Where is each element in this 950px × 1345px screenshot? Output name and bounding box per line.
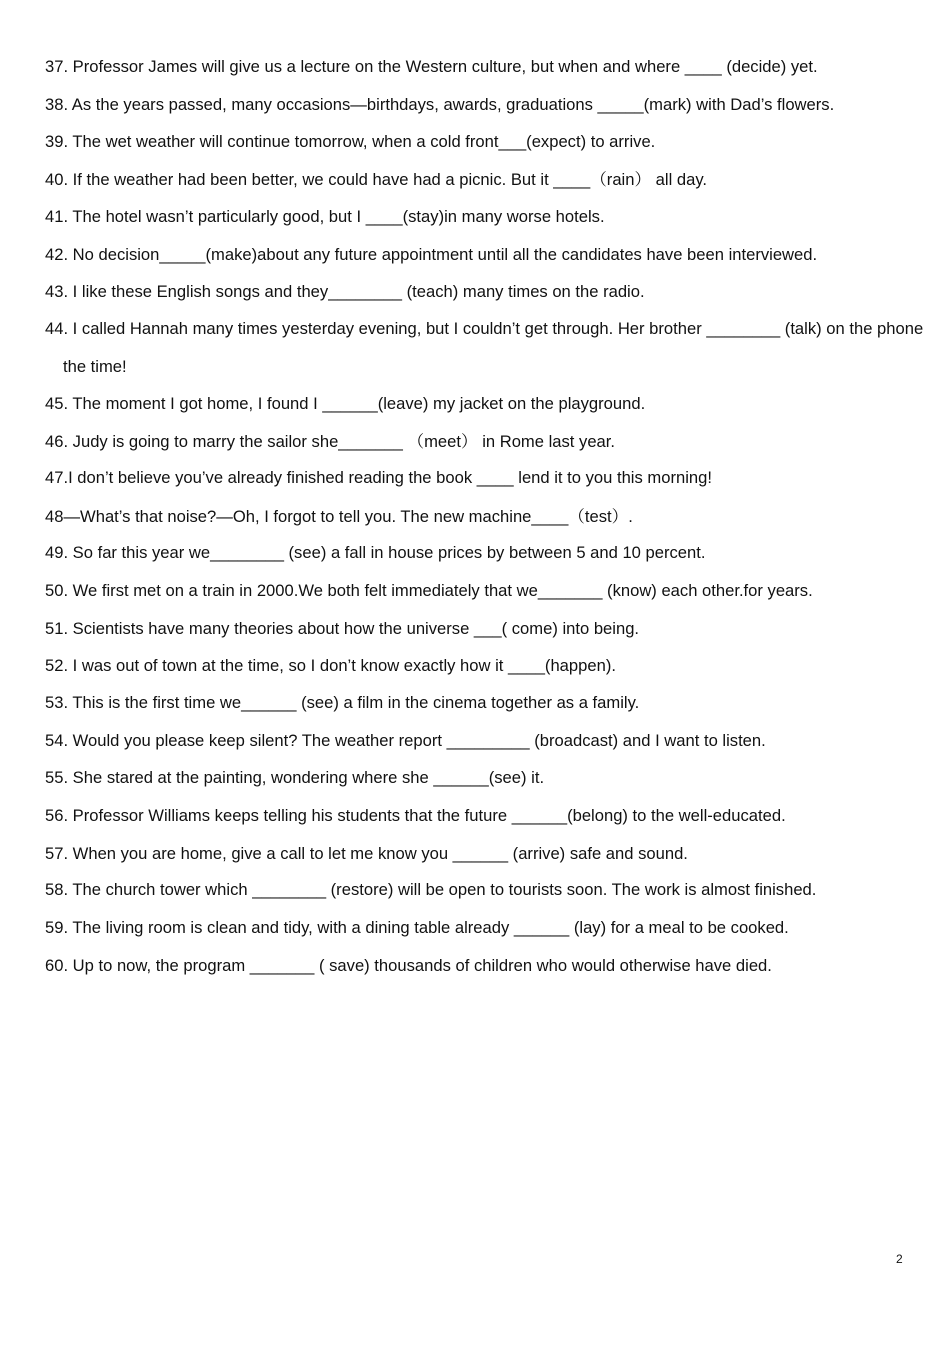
question-59: 59. The living room is clean and tidy, with a dining table already ______ (lay) for a meal to be cooked.	[45, 918, 789, 937]
question-56: 56. Professor Williams keeps telling his students that the future ______(belong) to the well-educated.	[45, 806, 786, 825]
question-38: 38. As the years passed, many occasions—birthdays, awards, graduations _____(mark) with Dad’s flowers.	[45, 95, 835, 114]
question-43: 43. I like these English songs and they________ (teach) many times on the radio.	[45, 282, 645, 301]
question-55: 55. She stared at the painting, wondering where she ______(see) it.	[45, 768, 545, 787]
question-47: 47.I don’t believe you’ve already finished reading the book ____ lend it to you this morning!	[45, 468, 712, 487]
question-44: 44. I called Hannah many times yesterday evening, but I couldn’t get through. Her brother ________ (talk) on the phone	[45, 319, 924, 338]
question-40: 40. If the weather had been better, we could have had a picnic. But it ____（rain） all day.	[45, 170, 708, 189]
question-45: 45. The moment I got home, I found I ______(leave) my jacket on the playground.	[45, 394, 646, 413]
question-58: 58. The church tower which ________ (restore) will be open to tourists soon. The work is almost finished.	[45, 880, 817, 899]
question-57: 57. When you are home, give a call to let me know you ______ (arrive) safe and sound.	[45, 844, 688, 863]
question-54: 54. Would you please keep silent? The weather report _________ (broadcast) and I want to listen.	[45, 731, 766, 750]
question-51: 51. Scientists have many theories about how the universe ___( come) into being.	[45, 619, 640, 638]
question-52: 52. I was out of town at the time, so I don’t know exactly how it ____(happen).	[45, 656, 616, 675]
question-42: 42. No decision_____(make)about any future appointment until all the candidates have been interviewed.	[45, 245, 818, 264]
question-46: 46. Judy is going to marry the sailor she_______ （meet） in Rome last year.	[45, 432, 616, 451]
question-44-continued: the time!	[63, 357, 127, 376]
question-50: 50. We first met on a train in 2000.We both felt immediately that we_______ (know) each other.for years.	[45, 581, 813, 600]
question-60: 60. Up to now, the program _______ ( save) thousands of children who would otherwise have died.	[45, 956, 772, 975]
question-49: 49. So far this year we________ (see) a fall in house prices by between 5 and 10 percent.	[45, 543, 706, 562]
question-48: 48—What’s that noise?—Oh, I forgot to tell you. The new machine____（test）.	[45, 507, 633, 526]
question-53: 53. This is the first time we______ (see) a film in the cinema together as a family.	[45, 693, 640, 712]
page-number: 2	[896, 1252, 903, 1266]
question-39: 39. The wet weather will continue tomorrow, when a cold front___(expect) to arrive.	[45, 132, 656, 151]
question-41: 41. The hotel wasn’t particularly good, but I ____(stay)in many worse hotels.	[45, 207, 605, 226]
question-37: 37. Professor James will give us a lecture on the Western culture, but when and where ____ (decide) yet.	[45, 57, 818, 76]
